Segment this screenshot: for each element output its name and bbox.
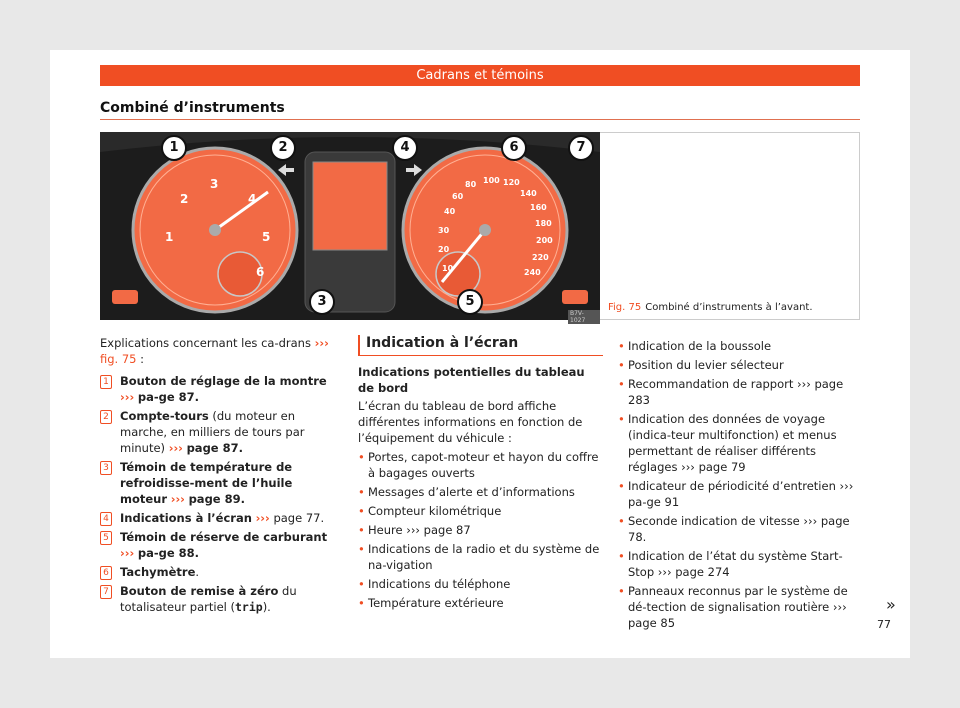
speedo-number: 10 <box>442 264 454 273</box>
central-display <box>313 162 387 250</box>
speedo-number: 220 <box>532 253 549 262</box>
page <box>50 50 910 658</box>
tacho-number: 6 <box>256 265 265 279</box>
bullet-item: • Position du levier sélecteur <box>618 357 863 373</box>
header-band: Cadrans et témoins <box>100 65 860 86</box>
bullet-item: • Seconde indication de vitesse ››› page 78. <box>618 513 863 545</box>
display-heading: Indication à l’écran <box>358 335 603 356</box>
speedo-number: 140 <box>520 189 537 198</box>
callout-7: 7 <box>568 135 594 161</box>
tacho-number: 5 <box>262 230 271 244</box>
figure-number: Fig. 75 <box>608 302 642 313</box>
bullet-item: • Heure ››› page 87 <box>358 522 603 538</box>
clock-button <box>112 290 138 304</box>
speedo-number: 60 <box>452 192 464 201</box>
callout-5: 5 <box>457 289 483 315</box>
bullet-item: • Recommandation de rapport ››› page 283 <box>618 376 863 408</box>
figure-frame <box>600 132 860 320</box>
bullet-item: • Messages d’alerte et d’informations <box>358 484 603 500</box>
figure-caption <box>608 302 813 313</box>
legend-intro: Explications concernant les ca-drans ››› fig. 75 : <box>100 336 329 366</box>
speedo-number: 100 <box>483 176 500 185</box>
legend-item: 5 Témoin de réserve de carburant ››› pa-ge 88. <box>100 529 340 561</box>
callout-1: 1 <box>161 135 187 161</box>
bullet-item: • Indications de la radio et du système de na-vigation <box>358 541 603 573</box>
callout-3: 3 <box>309 289 335 315</box>
legend-item: 6 Tachymètre. <box>100 564 340 580</box>
instrument-cluster-figure <box>100 132 600 324</box>
trip-reset-button <box>562 290 588 304</box>
tacho-number: 1 <box>165 230 174 244</box>
speedo-number: 40 <box>444 207 456 216</box>
tacho-number: 4 <box>248 192 257 206</box>
legend-item: 2 Compte-tours (du moteur en marche, en milliers de tours par minute) ››› page 87. <box>100 408 340 456</box>
display-subheading: Indications potentielles du tableau de bord <box>358 365 585 395</box>
bullet-item: • Indications du téléphone <box>358 576 603 592</box>
legend-item: 3 Témoin de température de refroidisse-ment de l’huile moteur ››› page 89. <box>100 459 340 507</box>
callout-4: 4 <box>392 135 418 161</box>
legend-item: 4 Indications à l’écran ››› page 77. <box>100 510 340 526</box>
speedo-number: 120 <box>503 178 520 187</box>
speedo-number: 20 <box>438 245 450 254</box>
legend-item: 7 Bouton de remise à zéro du totalisateur partiel (trip). <box>100 583 340 615</box>
continue-mark: » <box>886 595 896 614</box>
speedo-number: 80 <box>465 180 477 189</box>
section-title: Combiné d’instruments <box>100 100 285 116</box>
callout-6: 6 <box>501 135 527 161</box>
image-code: B7V-1027 <box>568 310 600 324</box>
callout-2: 2 <box>270 135 296 161</box>
display-column <box>358 335 603 611</box>
speedo-number: 240 <box>524 268 541 277</box>
bullet-item: • Portes, capot-moteur et hayon du coffre à bagages ouverts <box>358 449 603 481</box>
bullet-item: • Compteur kilométrique <box>358 503 603 519</box>
display-paragraph: L’écran du tableau de bord affiche différentes informations en fonction de l’équipement du véhicule : <box>358 399 583 445</box>
bullet-item: • Panneaux reconnus par le système de dé-tection de signalisation routière ››› page 85 <box>618 583 863 631</box>
title-rule <box>100 119 860 120</box>
bullet-item: • Indication de l’état du système Start-Stop ››› page 274 <box>618 548 863 580</box>
figure-caption-text: Combiné d’instruments à l’avant. <box>645 302 813 313</box>
speedo-number: 180 <box>535 219 552 228</box>
legend-column <box>100 335 340 618</box>
tacho-number: 2 <box>180 192 189 206</box>
speedo-number: 30 <box>438 226 450 235</box>
page-number: 77 <box>877 618 891 631</box>
bullet-item: • Indicateur de périodicité d’entretien ››› pa-ge 91 <box>618 478 863 510</box>
bullet-item: • Indication de la boussole <box>618 338 863 354</box>
bullet-item: • Indication des données de voyage (indica-teur multifonction) et menus permettant de réaliser différents réglages ››› page 79 <box>618 411 863 475</box>
bullet-item: • Température extérieure <box>358 595 603 611</box>
tacho-number: 3 <box>210 177 219 191</box>
display-column-continued <box>618 335 863 631</box>
speedo-number: 200 <box>536 236 553 245</box>
speedo-number: 160 <box>530 203 547 212</box>
legend-item: 1 Bouton de réglage de la montre ››› pa-ge 87. <box>100 373 340 405</box>
